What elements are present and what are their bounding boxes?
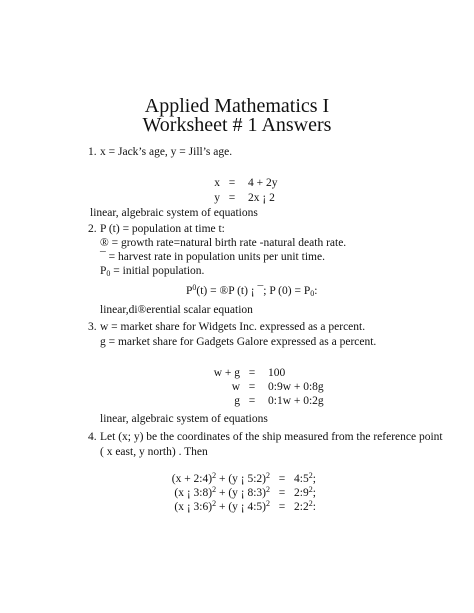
item-4-eq-1-exp-r: 2 <box>308 471 313 480</box>
item-4-eq-2-op: = <box>278 487 286 499</box>
item-1-text: x = Jack’s age, y = Jill’s age. <box>100 146 233 158</box>
item-4-eq-1-exp-a: 2 <box>212 471 217 480</box>
item-4-eq-2-lhs <box>140 486 270 500</box>
item-4-eq-2-exp-b: 2 <box>266 485 270 494</box>
item-4-eq-3-exp-r: 2 <box>308 499 313 508</box>
title-line-2: Worksheet # 1 Answers <box>142 114 332 136</box>
item-4-eq-2-exp-a: 2 <box>212 485 217 494</box>
item-4-eq-2-end: ; <box>312 487 316 499</box>
item-3-eq-2-op: = <box>248 381 256 393</box>
item-1-eq-2-lhs: y <box>214 192 220 204</box>
item-2-def-initial-text: = initial population. <box>110 265 205 277</box>
item-2-def-initial-sub: 0 <box>106 269 111 278</box>
item-2-text: P (t) = population at time t: <box>100 223 225 235</box>
item-4-eq-3-op: = <box>278 501 286 513</box>
item-3-eq-2-lhs: w <box>231 381 240 393</box>
item-4-text-2: ( x east, y north) . Then <box>100 446 208 458</box>
item-1-eq-2-rhs: 2x ¡ 2 <box>248 192 275 204</box>
item-2-eq-sub: 0 <box>310 289 315 298</box>
title-line-1: Applied Mathematics I <box>144 95 330 117</box>
item-3-number: 3. <box>88 321 97 333</box>
item-2-def-initial <box>100 264 204 278</box>
item-1-number: 1. <box>88 146 97 158</box>
item-4-eq-3-b: + (y ¡ 4:5) <box>216 501 266 513</box>
item-3-text-1: w = market share for Widgets Inc. expressed as a percent. <box>100 321 366 333</box>
item-2-number: 2. <box>88 223 97 235</box>
item-3-eq-2-rhs: 0:9w + 0:8g <box>268 381 324 393</box>
item-4-eq-1-b: + (y ¡ 5:2) <box>216 473 266 485</box>
item-4-eq-3-lhs <box>140 500 270 514</box>
item-4-eq-2-value: 2:9 <box>294 487 309 499</box>
item-4-eq-3-a: (x ¡ 3:6) <box>174 501 213 513</box>
item-3-eq-3-rhs: 0:1w + 0:2g <box>268 395 324 407</box>
item-4-eq-1-op: = <box>278 473 286 485</box>
item-4-eq-1-end: ; <box>312 473 316 485</box>
item-2-eq-p: P <box>186 285 193 297</box>
item-4-eq-3-end: : <box>312 501 316 513</box>
item-1-classification: linear, algebraic system of equations <box>90 207 258 219</box>
item-2-classification: linear,di®erential scalar equation <box>100 304 253 316</box>
item-4-eq-2-exp-r: 2 <box>308 485 313 494</box>
item-4-number: 4. <box>88 431 97 443</box>
item-2-eq-body: (t) = ®P (t) ¡ ¯; P (0) = P <box>196 285 311 297</box>
item-2-eq-prime: 0 <box>192 283 197 292</box>
item-3-eq-3-op: = <box>248 395 256 407</box>
item-4-eq-1-rhs <box>294 472 316 486</box>
item-4-eq-2-b: + (y ¡ 8:3) <box>216 487 266 499</box>
item-1-eq-1-lhs: x <box>214 177 220 189</box>
item-4-eq-1-a: (x + 2:4) <box>171 473 213 485</box>
item-4-eq-3-exp-b: 2 <box>266 499 270 508</box>
item-2-eq-end: : <box>314 285 318 297</box>
item-4-eq-3-rhs <box>294 500 316 514</box>
item-4-eq-2-a: (x ¡ 3:8) <box>174 487 213 499</box>
item-3-eq-3-lhs: g <box>234 395 240 407</box>
item-4-eq-3-exp-a: 2 <box>212 499 217 508</box>
item-3-text-2: g = market share for Gadgets Galore expressed as a percent. <box>100 336 377 348</box>
item-4-eq-1-lhs <box>140 472 270 486</box>
item-4-eq-3-value: 2:2 <box>294 501 309 513</box>
item-2-def-growth: ® = growth rate=natural birth rate -natural death rate. <box>100 237 347 249</box>
item-3-eq-1-lhs: w + g <box>213 367 240 379</box>
item-4-eq-1-value: 4:5 <box>294 473 309 485</box>
item-1-eq-2-op: = <box>228 192 236 204</box>
item-2-equation <box>186 284 317 298</box>
item-2-def-initial-p: P <box>100 265 107 277</box>
item-4-eq-1-exp-b: 2 <box>266 471 270 480</box>
item-4-text-1: Let (x; y) be the coordinates of the ship measured from the reference point <box>100 431 443 443</box>
item-3-eq-1-op: = <box>248 367 256 379</box>
item-1-eq-1-op: = <box>228 177 236 189</box>
item-2-def-harvest: ¯ = harvest rate in population units per unit time. <box>100 251 325 263</box>
item-3-classification: linear, algebraic system of equations <box>100 413 268 425</box>
item-3-eq-1-rhs: 100 <box>268 367 286 379</box>
item-4-eq-2-rhs <box>294 486 316 500</box>
item-1-eq-1-rhs: 4 + 2y <box>248 177 278 189</box>
